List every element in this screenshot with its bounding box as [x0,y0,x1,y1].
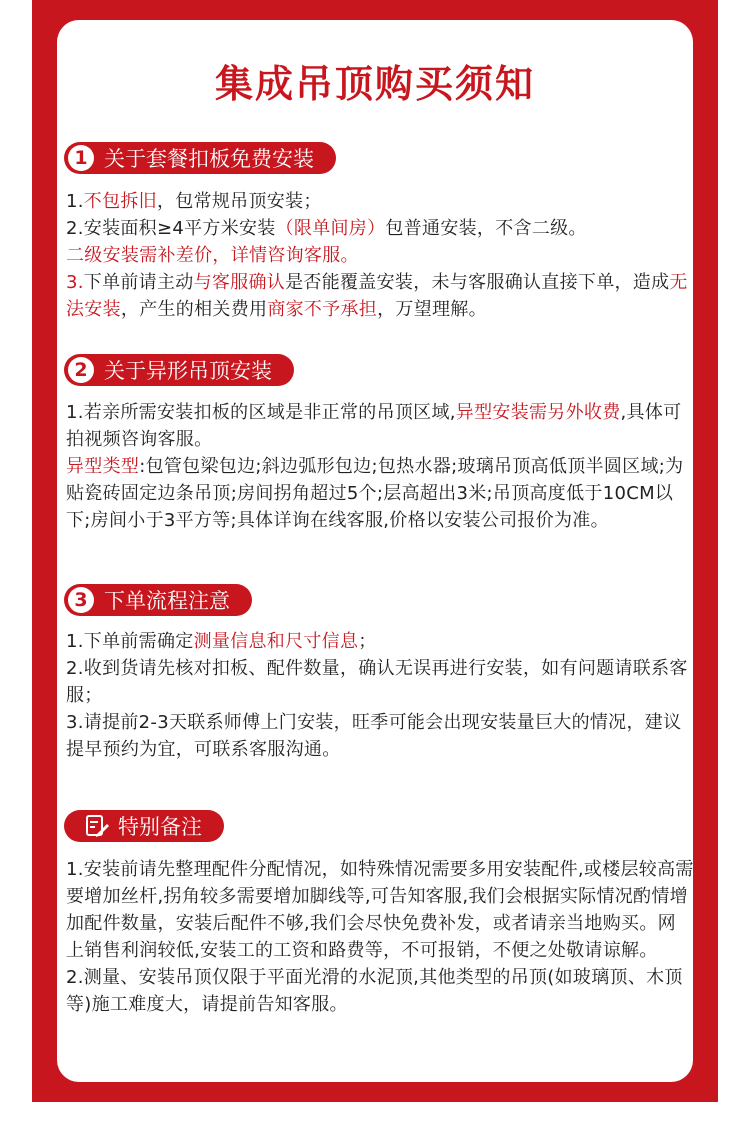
page-title: 集成吊顶购买须知 [214,62,535,106]
highlight-text: （限单间房） [275,218,386,239]
notice-line [66,188,694,215]
body-text: 1.若亲所需安装扣板的区域是非正常的吊顶区域, [66,402,456,423]
body-text: 2.测量、安装吊顶仅限于平面光滑的水泥顶,其他类型的吊顶(如玻璃顶、木顶等)施工难度大，请提前告知客服。 [66,967,683,1015]
highlight-text: 测量信息和尺寸信息 [193,631,359,652]
section-number-badge: 1 [68,145,94,171]
section-1-body [66,188,694,323]
special-notes-header [64,810,224,842]
highlight-text: 异型安装需另外收费 [455,402,621,423]
section-2-body [66,399,694,534]
body-text: 是否能覆盖安装，未与客服确认直接下单，造成 [285,272,670,293]
highlight-text: 无法安装 [66,272,688,320]
section-number-badge: 2 [68,357,94,383]
notice-line [66,399,694,453]
body-text: ； [358,631,377,652]
notice-line [66,628,694,655]
section-heading: 关于套餐扣板免费安装 [104,147,314,171]
notice-line [66,655,694,709]
highlight-text: 二级安装需补差价，详情咨询客服。 [66,245,359,266]
body-text: ，产生的相关费用 [120,299,268,320]
body-text: 3.请提前2-3天联系师傅上门安装，旺季可能会出现安装量巨大的情况，建议提早预约为宜，可联系客服沟通。 [66,712,682,760]
section-number-badge: 3 [68,587,94,613]
section-heading: 下单流程注意 [104,589,230,613]
notice-line [66,964,694,1018]
body-text: 1. [66,191,84,212]
body-text: 2.安装面积≥4平方米安装 [66,218,276,239]
notice-line [66,242,694,269]
notice-line [66,453,694,534]
body-text: 1.安装前请先整理配件分配情况，如特殊情况需要多用安装配件,或楼层较高需要增加丝杆,拐角较多需要增加脚线等,可告知客服,我们会根据实际情况酌情增加配件数量，安装后配件不够,我们会尽快免费补发，或者请亲当地购买。网上销售利润较低,安装工的工资和路费等，不可报销，不便之处敬请谅解。 [66,859,694,961]
notice-line [66,215,694,242]
section-2-header [64,354,294,386]
notice-line [66,269,694,323]
body-text: 1.下单前需确定 [66,631,194,652]
highlight-text: 商家不予承担 [267,299,378,320]
body-text: ，万望理解。 [377,299,487,320]
note-edit-icon [84,813,110,839]
body-text: 2.收到货请先核对扣板、配件数量，确认无误再进行安装，如有问题请联系客服； [66,658,688,706]
highlight-text: 异型类型 [66,456,140,477]
body-text: 包普通安装，不含二级。 [385,218,587,239]
body-text: ,具体可拍视频咨询客服。 [66,402,682,450]
highlight-text: 不包拆旧 [83,191,157,212]
highlight-text: 3. [66,272,84,293]
section-heading: 特别备注 [118,815,202,839]
notice-line [66,856,694,964]
section-3-header [64,584,252,616]
section-3-body [66,628,694,763]
section-heading: 关于异形吊顶安装 [104,359,272,383]
special-notes-body [66,856,694,1018]
body-text: 下单前请主动 [83,272,194,293]
body-text: :包管包梁包边;斜边弧形包边;包热水器;玻璃吊顶高低顶半圆区域;为贴瓷砖固定边条吊顶;房间拐角超过5个;层高超出3米;吊顶高度低于10CM以下;房间小于3平方等;具体详询在线客服,价格以安装公司报价为准。 [66,456,684,531]
body-text: ，包常规吊顶安装； [156,191,322,212]
section-1-header [64,142,336,174]
notice-line [66,709,694,763]
highlight-text: 与客服确认 [193,272,286,293]
